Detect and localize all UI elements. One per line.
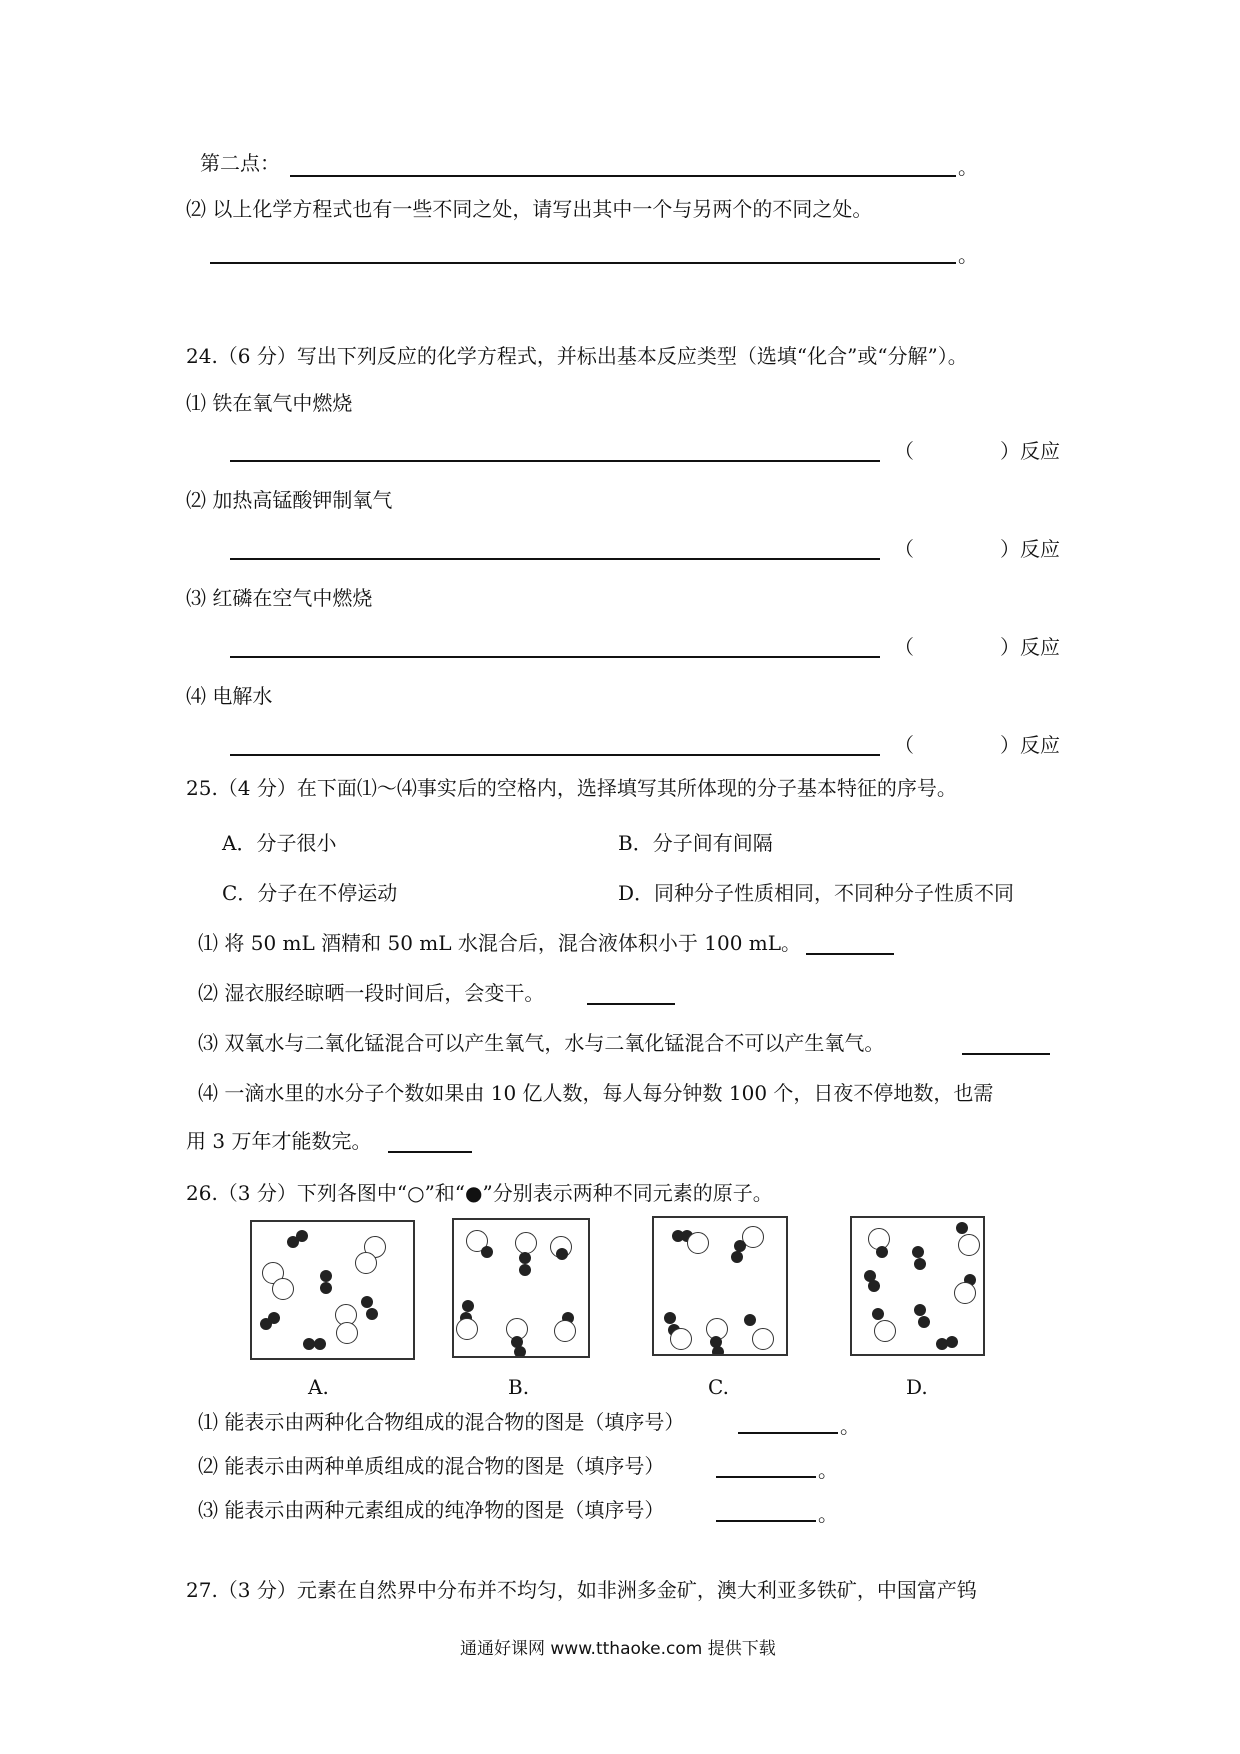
white-atom	[752, 1328, 774, 1350]
q26-period-1: 。	[840, 1414, 860, 1438]
q27-title: 27.（3 分）元素在自然界中分布并不均匀，如非洲多金矿，澳大利亚多铁矿，中国富产钨	[186, 1578, 977, 1602]
q24-item-4: ⑷ 电解水	[186, 684, 273, 708]
black-atom	[868, 1280, 880, 1292]
q24-title: 24.（6 分）写出下列反应的化学方程式，并标出基本反应类型（选填“化合”或“分解”）。	[186, 344, 968, 368]
white-atom	[336, 1322, 358, 1344]
q24-item-2: ⑵ 加热高锰酸钾制氧气	[186, 488, 393, 512]
q25-answer-line-1[interactable]	[806, 953, 894, 955]
white-atom	[954, 1282, 976, 1304]
q25-item-1: ⑴ 将 50 mL 酒精和 50 mL 水混合后，混合液体积小于 100 mL。	[198, 931, 802, 955]
q25-option-b: B．分子间有间隔	[618, 831, 773, 855]
q24-reaction-type-1: ）反应	[1000, 439, 1060, 463]
black-atom	[462, 1300, 474, 1312]
black-atom	[731, 1251, 743, 1263]
q26-item-2: ⑵ 能表示由两种单质组成的混合物的图是（填序号）	[198, 1454, 665, 1478]
black-atom	[956, 1222, 968, 1234]
q24-reaction-type-2: ）反应	[1000, 537, 1060, 561]
q23-period-1: 。	[958, 155, 978, 179]
black-atom	[320, 1270, 332, 1282]
black-atom	[361, 1296, 373, 1308]
q25-option-c: C．分子在不停运动	[222, 881, 398, 905]
page-footer: 通通好课网 www.tthaoke.com 提供下载	[460, 1639, 776, 1659]
black-atom	[366, 1308, 378, 1320]
black-atom	[744, 1314, 756, 1326]
q24-equation-line-3[interactable]	[230, 656, 880, 658]
black-atom	[514, 1346, 526, 1358]
black-atom	[936, 1338, 948, 1350]
figure-a-caption: A.	[308, 1375, 329, 1399]
white-atom	[958, 1234, 980, 1256]
figure-d-caption: D.	[906, 1375, 928, 1399]
q24-paren-open-2: （	[894, 537, 914, 561]
white-atom	[515, 1232, 537, 1254]
white-atom	[687, 1232, 709, 1254]
black-atom	[876, 1246, 888, 1258]
black-atom	[712, 1346, 724, 1356]
figure-b-panel	[452, 1218, 590, 1358]
q23-period-2: 。	[958, 243, 978, 267]
q23-point2-label: 第二点：	[200, 151, 280, 175]
figure-d-panel	[850, 1216, 985, 1356]
black-atom	[481, 1246, 493, 1258]
q26-answer-line-2[interactable]	[716, 1476, 816, 1478]
white-atom	[272, 1278, 294, 1300]
black-atom	[556, 1248, 568, 1260]
figure-c-panel	[652, 1216, 788, 1356]
black-atom	[519, 1264, 531, 1276]
black-atom	[296, 1230, 308, 1242]
q24-equation-line-1[interactable]	[230, 460, 880, 462]
q23-point2-answer-line[interactable]	[290, 175, 956, 177]
q24-item-1: ⑴ 铁在氧气中燃烧	[186, 391, 353, 415]
q23-part2-answer-line[interactable]	[210, 262, 956, 264]
black-atom	[912, 1246, 924, 1258]
black-atom	[918, 1316, 930, 1328]
white-atom	[554, 1320, 576, 1342]
q26-title: 26.（3 分）下列各图中“○”和“●”分别表示两种不同元素的原子。	[186, 1181, 773, 1205]
white-atom	[874, 1320, 896, 1342]
q25-item-4-cont: 用 3 万年才能数完。	[186, 1129, 372, 1153]
black-atom	[664, 1312, 676, 1324]
figure-b-caption: B.	[508, 1375, 530, 1399]
q26-answer-line-1[interactable]	[738, 1432, 838, 1434]
black-atom	[914, 1258, 926, 1270]
q26-item-1: ⑴ 能表示由两种化合物组成的混合物的图是（填序号）	[198, 1410, 685, 1434]
black-atom	[314, 1338, 326, 1350]
figure-c-caption: C.	[708, 1375, 729, 1399]
white-atom	[670, 1328, 692, 1350]
q25-answer-line-3[interactable]	[962, 1053, 1050, 1055]
black-atom	[519, 1252, 531, 1264]
q23-part2: ⑵ 以上化学方程式也有一些不同之处，请写出其中一个与另两个的不同之处。	[186, 197, 873, 221]
q26-answer-line-3[interactable]	[716, 1520, 816, 1522]
q24-paren-open-3: （	[894, 635, 914, 659]
q25-option-d: D．同种分子性质相同，不同种分子性质不同	[618, 881, 1015, 905]
q25-answer-line-4[interactable]	[388, 1151, 472, 1153]
q25-item-3: ⑶ 双氧水与二氧化锰混合可以产生氧气，水与二氧化锰混合不可以产生氧气。	[198, 1031, 885, 1055]
q24-equation-line-2[interactable]	[230, 558, 880, 560]
q24-item-3: ⑶ 红磷在空气中燃烧	[186, 586, 373, 610]
q25-item-4: ⑷ 一滴水里的水分子个数如果由 10 亿人数，每人每分钟数 100 个，日夜不停地数，也需	[198, 1081, 994, 1105]
q26-period-2: 。	[818, 1458, 838, 1482]
q24-paren-open-4: （	[894, 733, 914, 757]
q24-reaction-type-4: ）反应	[1000, 733, 1060, 757]
q25-item-2: ⑵ 湿衣服经晾晒一段时间后，会变干。	[198, 981, 545, 1005]
black-atom	[320, 1282, 332, 1294]
q25-title: 25.（4 分）在下面⑴～⑷事实后的空格内，选择填写其所体现的分子基本特征的序号。	[186, 776, 957, 800]
black-atom	[914, 1304, 926, 1316]
black-atom	[872, 1308, 884, 1320]
q25-option-a: A．分子很小	[222, 831, 337, 855]
q24-equation-line-4[interactable]	[230, 754, 880, 756]
q26-period-3: 。	[818, 1502, 838, 1526]
white-atom	[355, 1252, 377, 1274]
q24-paren-open-1: （	[894, 439, 914, 463]
figure-a-panel	[250, 1220, 415, 1360]
black-atom	[268, 1312, 280, 1324]
white-atom	[456, 1318, 478, 1340]
q24-reaction-type-3: ）反应	[1000, 635, 1060, 659]
q25-answer-line-2[interactable]	[587, 1003, 675, 1005]
q26-item-3: ⑶ 能表示由两种元素组成的纯净物的图是（填序号）	[198, 1498, 665, 1522]
